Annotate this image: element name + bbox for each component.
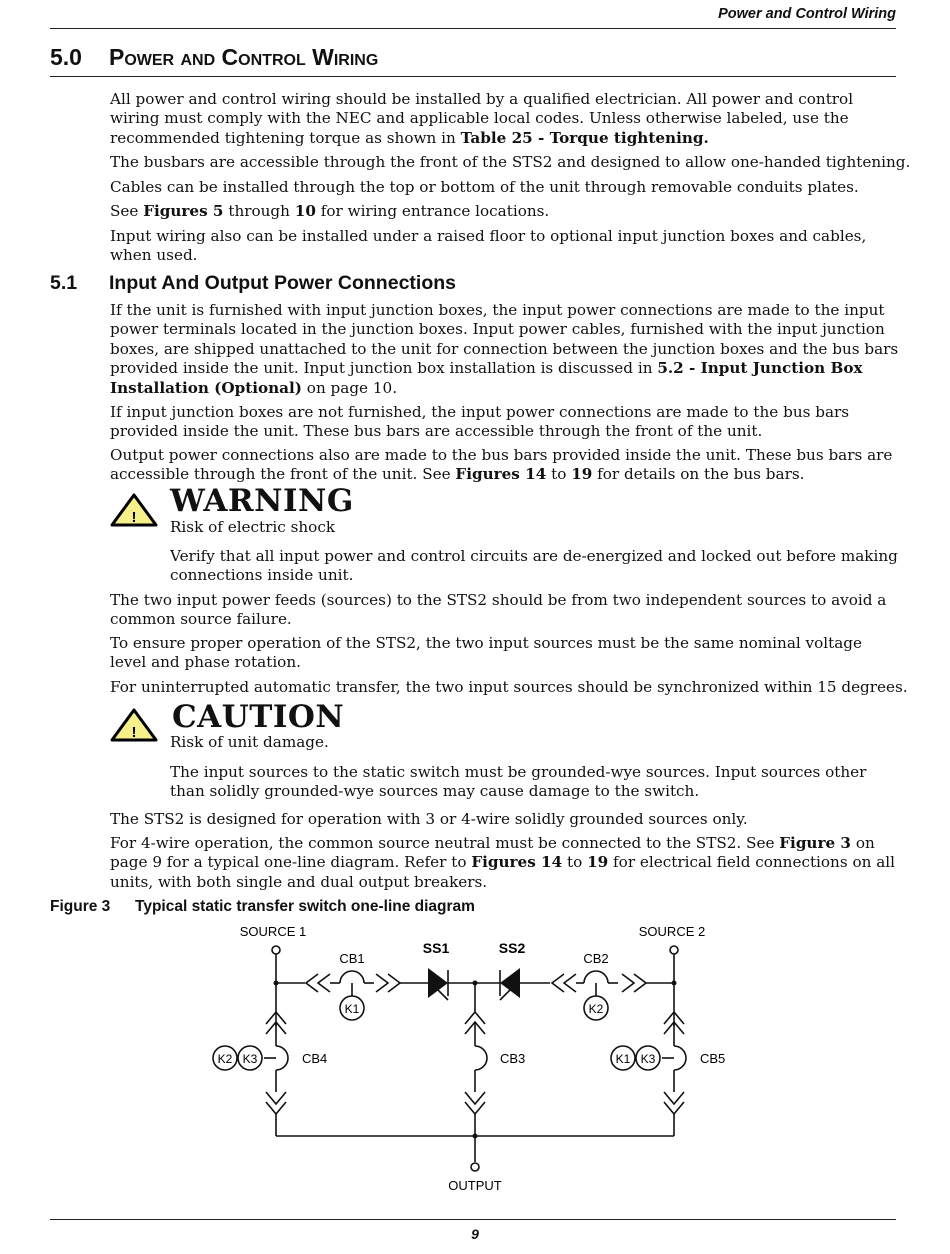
caution-subtitle: Risk of unit damage.	[170, 733, 329, 751]
label-output: OUTPUT	[448, 1178, 502, 1193]
paragraph-text: For 4-wire operation, the common source neutral must be connected to the STS2. See	[110, 834, 780, 852]
source2-terminal	[670, 946, 678, 954]
subsection-number: 5.1	[50, 272, 78, 294]
paragraph-text: for wiring entrance locations.	[315, 202, 550, 220]
label-k1-cb5: K1	[615, 1052, 631, 1066]
paragraph-text: All power and control wiring should be installed by a qualified electrician. All power and control wiring must comply with the NEC and applicable local codes. Unless otherwise labeled, use the recommended tightening torque as shown in	[110, 90, 854, 147]
figure-reference: Figures 5	[143, 202, 224, 220]
label-cb5: CB5	[700, 1051, 726, 1066]
figure-reference: Figures 14	[455, 465, 547, 484]
footer-rule	[50, 1219, 896, 1220]
label-cb2: CB2	[583, 951, 609, 966]
table-reference: Table 25 - Torque tightening.	[460, 128, 709, 147]
svg-text:!: !	[131, 724, 137, 741]
label-k3-cb5: K3	[640, 1052, 656, 1066]
paragraph-synchronized: For uninterrupted automatic transfer, the two input sources should be synchronized within 15 degrees.	[110, 678, 908, 696]
figure-reference: 19	[571, 465, 593, 484]
label-cb4: CB4	[302, 1051, 328, 1066]
paragraph-raised-floor: Input wiring also can be installed under a raised floor to optional input junction boxes and cables, when used.	[110, 227, 867, 265]
figure-number: Figure 3	[50, 898, 111, 915]
paragraph-text: for electrical field connections on all units, with both single and dual output breakers.	[110, 853, 895, 891]
paragraph-text: Output power connections also are made to the bus bars provided inside the unit. These bus bars are accessible through the front of the unit. See	[110, 446, 893, 484]
paragraph-no-junction: If input junction boxes are not furnished, the input power connections are made to the bus bars provided inside the unit. These bus bars are accessible through the front of the unit.	[110, 403, 850, 441]
paragraph-independent-sources: The two input power feeds (sources) to the STS2 should be from two independent sources to avoid a common source failure.	[110, 591, 887, 629]
label-source2: SOURCE 2	[638, 924, 706, 939]
label-ss2: SS2	[498, 940, 526, 956]
ss2-thyristor-icon	[500, 968, 520, 998]
label-ss1: SS1	[422, 940, 450, 956]
label-k1-cb1: K1	[344, 1002, 360, 1016]
paragraph-text: to	[546, 465, 572, 484]
header-rule	[50, 28, 896, 29]
paragraph-text: See	[110, 202, 144, 220]
paragraph-text: If the unit is furnished with input junction boxes, the input power connections are made to the input power terminals located in the junction boxes. Input power cables, furnished with the input junction boxes, are shipped unattached to the unit for connection between the junction boxes and the bus bars provided inside the unit. Input junction box installation is discussed in	[110, 301, 899, 378]
paragraph-busbars: The busbars are accessible through the front of the STS2 and designed to allow one-handed tightening.	[110, 153, 911, 171]
paragraph-text: to	[562, 853, 588, 872]
one-line-diagram	[0, 920, 950, 1200]
section-number: 5.0	[50, 44, 82, 70]
section-rule	[50, 76, 896, 77]
paragraph-output	[110, 446, 900, 485]
figure-title: Typical static transfer switch one-line diagram	[135, 898, 475, 915]
paragraph-text: on page 9 for a typical one-line diagram. Refer to	[110, 834, 875, 872]
caution-triangle-icon	[109, 707, 159, 743]
warning-body: Verify that all input power and control circuits are de-energized and locked out before making connections inside unit.	[170, 547, 898, 585]
caution-title: CAUTION	[172, 699, 345, 735]
paragraph-text: for details on the bus bars.	[592, 465, 805, 484]
warning-subtitle: Risk of electric shock	[170, 518, 336, 536]
svg-text:!: !	[131, 509, 137, 526]
paragraph-text: through	[223, 202, 295, 220]
section-reference: 5.2 - Input Junction Box Installation (Optional)	[110, 359, 863, 397]
label-cb3: CB3	[500, 1051, 526, 1066]
paragraph-junction-boxes	[110, 301, 900, 398]
paragraph-text: on page 10.	[301, 378, 398, 397]
section-title: Power and Control Wiring	[109, 44, 379, 70]
figure-reference: Figure 3	[779, 834, 851, 852]
warning-triangle-icon	[109, 492, 159, 528]
paragraph-figures	[110, 202, 900, 221]
figure-reference: Figures 14	[471, 853, 563, 872]
figure-reference: 19	[587, 853, 609, 872]
subsection-heading	[50, 272, 456, 295]
page-number: 9	[471, 1226, 479, 1242]
subsection-title: Input And Output Power Connections	[109, 272, 456, 294]
caution-body: The input sources to the static switch must be grounded-wye sources. Input sources other than solidly grounded-wye sources may cause damage to the switch.	[170, 763, 867, 801]
label-k2-cb2: K2	[588, 1002, 604, 1016]
paragraph-neutral	[110, 834, 900, 892]
warning-title: WARNING	[170, 483, 354, 519]
paragraph-voltage: To ensure proper operation of the STS2, the two input sources must be the same nominal voltage level and phase rotation.	[110, 634, 863, 672]
label-cb1: CB1	[339, 951, 365, 966]
label-k2-cb4: K2	[217, 1052, 233, 1066]
label-k3-cb4: K3	[242, 1052, 258, 1066]
paragraph-intro	[110, 90, 900, 148]
running-header: Power and Control Wiring	[718, 6, 896, 22]
label-source1: SOURCE 1	[239, 924, 307, 939]
ss1-thyristor-icon	[428, 968, 448, 998]
paragraph-wire-operation: The STS2 is designed for operation with 3 or 4-wire solidly grounded sources only.	[110, 810, 748, 828]
paragraph-cables: Cables can be installed through the top or bottom of the unit through removable conduits plates.	[110, 178, 859, 196]
source1-terminal	[272, 946, 280, 954]
output-terminal	[471, 1163, 479, 1171]
figure-caption	[50, 898, 475, 916]
figure-reference: 10	[294, 202, 316, 220]
section-heading	[50, 44, 378, 71]
